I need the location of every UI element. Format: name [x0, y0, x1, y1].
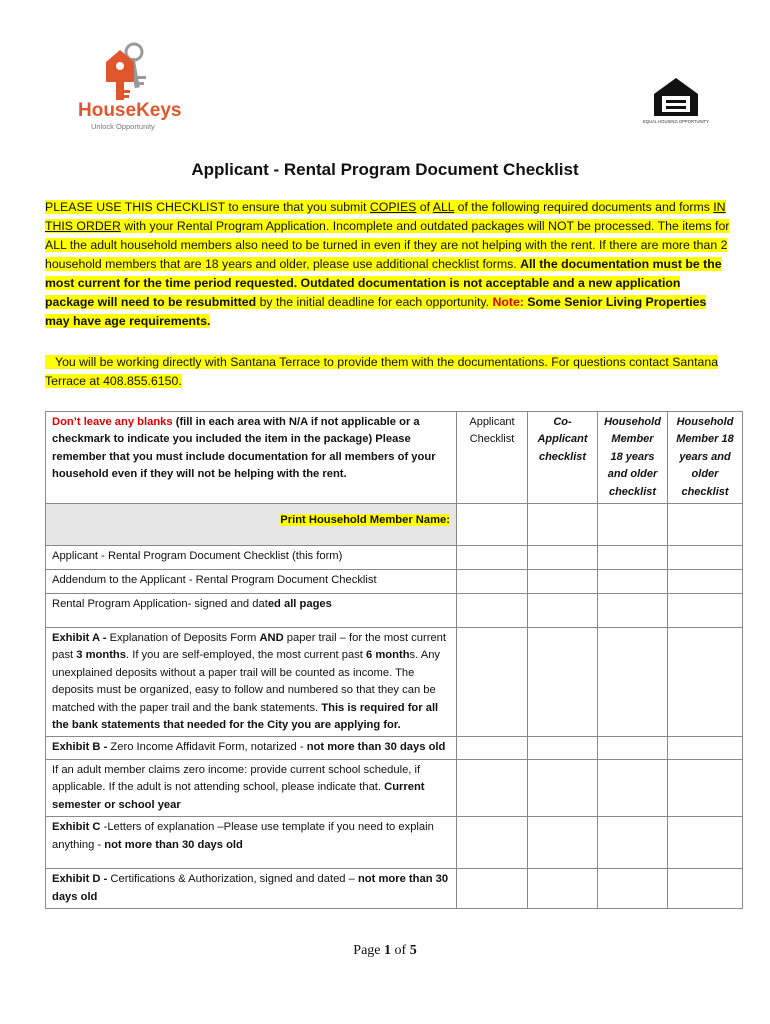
checklist-instructions: Don’t leave any blanks (fill in each area with N/A if not applicable or a checkmark to indicate you included the item in the package) Please remember that you must include documentation for all members of your household even if they will not be helping with the rent.: [46, 412, 457, 504]
check-cell[interactable]: [668, 594, 743, 628]
check-cell[interactable]: [528, 759, 598, 816]
intro-paragraph: PLEASE USE THIS CHECKLIST to ensure that you submit COPIES of ALL of the following required documents and forms IN THIS ORDER with your Rental Program Application. Incomplete and outdated packages will NOT be processed. The items for ALL the adult household members also need to be turned in even if they are not helping with the rent. If there are more than 2 household members that are 18 years and older, please use additional checklist forms. All the documentation must be the most current for the time period requested. Outdated documentation is not acceptable and a new application package will need to be resubmitted by the initial deadline for each opportunity. Note: Some Senior Living Properties may have age requirements.: [45, 200, 730, 328]
column-household-member-1: Household Member 18 years and older checklist: [598, 412, 668, 504]
logo-name: HouseKeys: [78, 100, 182, 121]
name-field-member-1[interactable]: [598, 504, 668, 546]
eho-text: EQUAL HOUSING OPPORTUNITY: [642, 119, 710, 124]
column-applicant: Applicant Checklist: [457, 412, 528, 504]
print-name-label: Print Household Member Name:: [46, 504, 457, 546]
check-cell[interactable]: [668, 546, 743, 570]
check-cell[interactable]: [457, 594, 528, 628]
document-checklist-table: [45, 411, 743, 909]
check-cell[interactable]: [668, 759, 743, 816]
check-cell[interactable]: [457, 869, 528, 909]
check-cell[interactable]: [457, 817, 528, 869]
page-number: Page 1 of 5: [353, 943, 417, 958]
row-exhibit-d: Exhibit D - Certifications & Authorization, signed and dated – not more than 30 days old: [46, 869, 457, 909]
check-cell[interactable]: [528, 869, 598, 909]
check-cell[interactable]: [598, 869, 668, 909]
name-field-co-applicant[interactable]: [528, 504, 598, 546]
row-checklist-form: Applicant - Rental Program Document Checklist (this form): [46, 546, 457, 570]
check-cell[interactable]: [668, 737, 743, 759]
check-cell[interactable]: [528, 737, 598, 759]
check-cell[interactable]: [528, 628, 598, 737]
row-rental-application: Rental Program Application- signed and dated all pages: [46, 594, 457, 628]
check-cell[interactable]: [598, 759, 668, 816]
santana-note: You will be working directly with Santana Terrace to provide them with the documentations. For questions contact Santana Terrace at 408.855.6150.: [45, 355, 719, 388]
check-cell[interactable]: [598, 594, 668, 628]
name-field-applicant[interactable]: [457, 504, 528, 546]
row-exhibit-b: Exhibit B - Zero Income Affidavit Form, notarized - not more than 30 days old: [46, 737, 457, 759]
column-co-applicant: Co-Applicant checklist: [528, 412, 598, 504]
house-key-icon: [92, 42, 162, 104]
check-cell[interactable]: [457, 759, 528, 816]
check-cell[interactable]: [668, 817, 743, 869]
housekeys-logo: [74, 42, 186, 132]
row-exhibit-a: Exhibit A - Explanation of Deposits Form AND paper trail – for the most current past 3 months. If you are self-employed, the most current past 6 months. Any unexplained deposits without a paper trail will be counted as income. The deposits must be organized, easy to follow and numbered so that they can be matched with the paper trail and the bank statements. This is required for all the bank statements that needed for the City you are applying for.: [46, 628, 457, 737]
row-exhibit-c: Exhibit C -Letters of explanation –Please use template if you need to explain anything - not more than 30 days old: [46, 817, 457, 869]
check-cell[interactable]: [457, 546, 528, 570]
check-cell[interactable]: [598, 817, 668, 869]
equal-housing-opportunity-icon: [642, 76, 710, 128]
check-cell[interactable]: [528, 817, 598, 869]
column-household-member-2: Household Member 18 years and older checklist: [668, 412, 743, 504]
check-cell[interactable]: [598, 546, 668, 570]
check-cell[interactable]: [457, 737, 528, 759]
row-addendum: Addendum to the Applicant - Rental Program Document Checklist: [46, 570, 457, 594]
check-cell[interactable]: [668, 869, 743, 909]
page-title: Applicant - Rental Program Document Checklist: [191, 160, 579, 179]
check-cell[interactable]: [668, 570, 743, 594]
check-cell[interactable]: [598, 737, 668, 759]
check-cell[interactable]: [668, 628, 743, 737]
check-cell[interactable]: [528, 570, 598, 594]
check-cell[interactable]: [457, 628, 528, 737]
check-cell[interactable]: [598, 570, 668, 594]
logo-tagline: Unlock Opportunity: [91, 122, 155, 131]
check-cell[interactable]: [528, 546, 598, 570]
check-cell[interactable]: [457, 570, 528, 594]
name-field-member-2[interactable]: [668, 504, 743, 546]
check-cell[interactable]: [528, 594, 598, 628]
row-zero-income: If an adult member claims zero income: provide current school schedule, if applicable. If the adult is not attending school, please indicate that. Current semester or school year: [46, 759, 457, 816]
check-cell[interactable]: [598, 628, 668, 737]
